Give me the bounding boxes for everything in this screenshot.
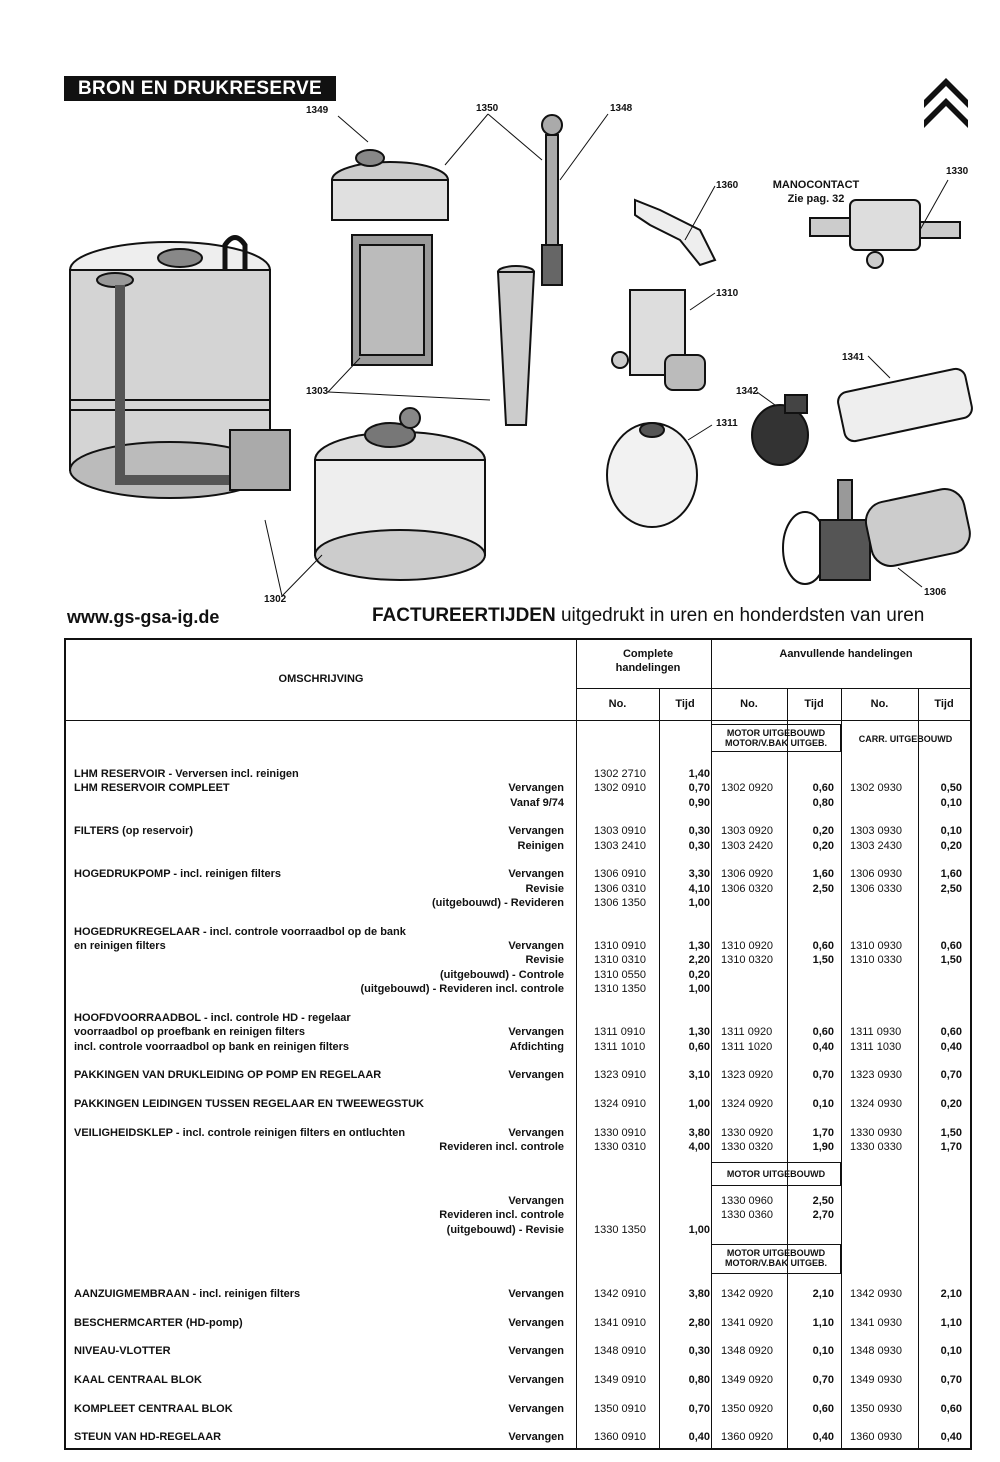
cell-desc: LHM RESERVOIR COMPLEET <box>74 782 230 794</box>
cell-n2: 1330 0320 <box>721 1141 773 1153</box>
cell-t1: 0,80 <box>688 1374 710 1386</box>
cell-t3: 1,50 <box>940 954 962 966</box>
filter-1303-drawing <box>498 266 534 425</box>
cell-n2: 1302 0920 <box>721 782 773 794</box>
cell-n3: 1360 0930 <box>850 1431 902 1443</box>
table-row <box>66 1373 970 1387</box>
cell-n1: 1341 0910 <box>594 1317 646 1329</box>
cell-n2: 1323 0920 <box>721 1069 773 1081</box>
cell-sub: Vervangen <box>508 1431 564 1443</box>
cell-n2: 1348 0920 <box>721 1345 773 1357</box>
cell-desc: STEUN VAN HD-REGELAAR <box>74 1431 222 1443</box>
cell-n2: 1303 2420 <box>721 840 773 852</box>
cell-t1: 3,80 <box>688 1288 710 1300</box>
cell-sub: Revisie <box>525 954 564 966</box>
cell-n3: 1342 0930 <box>850 1288 902 1300</box>
cell-n2: 1330 0360 <box>721 1209 773 1221</box>
table-row <box>66 1402 970 1416</box>
header-complete: Complete handelingen <box>615 648 681 674</box>
cell-t3: 2,10 <box>940 1288 962 1300</box>
cell-t1: 0,70 <box>688 1403 710 1415</box>
cell-t3: 0,60 <box>940 1403 962 1415</box>
table-row <box>66 925 970 939</box>
callout-1306: 1306 <box>924 587 947 598</box>
page-title: BRON EN DRUKRESERVE <box>64 76 336 101</box>
table-row <box>66 1344 970 1358</box>
cell-sub: Vervangen <box>508 825 564 837</box>
cell-t1: 1,30 <box>688 940 710 952</box>
cell-t3: 0,60 <box>940 940 962 952</box>
table-row <box>66 1068 970 1082</box>
cell-t3: 1,70 <box>940 1141 962 1153</box>
membrane-1342-drawing <box>752 395 808 465</box>
table-row <box>66 1025 970 1039</box>
cell-sub: Vervangen <box>508 1345 564 1357</box>
cell-t2: 1,10 <box>812 1317 834 1329</box>
header-rule <box>576 688 970 689</box>
table-row <box>66 824 970 838</box>
cell-t3: 0,20 <box>940 840 962 852</box>
table-row <box>66 1097 970 1111</box>
cell-t3: 0,20 <box>940 1098 962 1110</box>
header-no-3: No. <box>870 698 889 710</box>
cell-n2: 1310 0320 <box>721 954 773 966</box>
cell-t3: 2,50 <box>940 883 962 895</box>
cell-sub: Vervangen <box>508 1195 564 1207</box>
cell-n3: 1330 0330 <box>850 1141 902 1153</box>
cell-desc: KOMPLEET CENTRAAL BLOK <box>74 1403 233 1415</box>
carter-1341-drawing <box>836 367 974 443</box>
cell-sub: Vervangen <box>508 1069 564 1081</box>
group-motor-motorbak-2: MOTOR UITGEBOUWD MOTOR/V.BAK UITGEB. <box>724 1248 827 1268</box>
cell-t1: 2,20 <box>688 954 710 966</box>
callout-1330: 1330 <box>946 166 969 177</box>
cell-t1: 1,00 <box>688 983 710 995</box>
table-row <box>66 1316 970 1330</box>
header-omschrijving: OMSCHRIJVING <box>278 673 364 685</box>
cell-desc: NIVEAU-VLOTTER <box>74 1345 171 1357</box>
cell-n1: 1303 0910 <box>594 825 646 837</box>
cell-n1: 1349 0910 <box>594 1374 646 1386</box>
cell-n1: 1330 0310 <box>594 1141 646 1153</box>
cell-n3: 1302 0930 <box>850 782 902 794</box>
cell-t1: 1,30 <box>688 1026 710 1038</box>
float-1348-drawing <box>542 115 562 285</box>
callout-1302: 1302 <box>264 594 287 605</box>
cell-t1: 0,90 <box>688 797 710 809</box>
cell-n3: 1349 0930 <box>850 1374 902 1386</box>
cell-t3: 0,10 <box>940 1345 962 1357</box>
group-motor: MOTOR UITGEBOUWD <box>726 1169 826 1179</box>
cell-sub: Afdichting <box>509 1041 564 1053</box>
cell-t1: 0,20 <box>688 969 710 981</box>
cell-t2: 0,60 <box>812 782 834 794</box>
cell-sub: (uitgebouwd) - Revideren incl. controle <box>360 983 564 995</box>
cell-desc: LHM RESERVOIR - Verversen incl. reinigen <box>74 768 299 780</box>
cell-n3: 1350 0930 <box>850 1403 902 1415</box>
cell-sub: Revideren incl. controle <box>439 1209 564 1221</box>
table-row <box>66 767 970 781</box>
cell-t2: 0,10 <box>812 1098 834 1110</box>
cell-t2: 0,20 <box>812 840 834 852</box>
cell-t3: 0,70 <box>940 1069 962 1081</box>
callout-1342: 1342 <box>736 386 759 397</box>
cell-t3: 0,70 <box>940 1374 962 1386</box>
table-row <box>66 781 970 795</box>
cell-n3: 1310 0930 <box>850 940 902 952</box>
cell-n2: 1311 1020 <box>721 1041 773 1053</box>
cell-n3: 1303 0930 <box>850 825 902 837</box>
cell-n2: 1330 0960 <box>721 1195 773 1207</box>
cell-n2: 1360 0920 <box>721 1431 773 1443</box>
cell-t1: 0,70 <box>688 782 710 794</box>
table-row <box>66 939 970 953</box>
cell-n1: 1310 0550 <box>594 969 646 981</box>
heading-bold: FACTUREERTIJDEN <box>372 605 556 626</box>
cell-desc: en reinigen filters <box>74 940 166 952</box>
table-row <box>66 1011 970 1025</box>
cell-t2: 0,60 <box>812 940 834 952</box>
accumulator-sphere-drawing <box>607 423 697 527</box>
cell-t1: 1,00 <box>688 1098 710 1110</box>
cell-t3: 1,50 <box>940 1127 962 1139</box>
cell-t1: 4,00 <box>688 1141 710 1153</box>
table-row <box>66 1287 970 1301</box>
cell-sub: Vervangen <box>508 940 564 952</box>
cell-t2: 2,70 <box>812 1209 834 1221</box>
cell-t2: 2,50 <box>812 1195 834 1207</box>
cell-t2: 0,70 <box>812 1374 834 1386</box>
callout-1303: 1303 <box>306 386 329 397</box>
table-row <box>66 1140 970 1154</box>
cell-n1: 1306 0310 <box>594 883 646 895</box>
callout-1310: 1310 <box>716 288 739 299</box>
cell-n3: 1348 0930 <box>850 1345 902 1357</box>
cell-n3: 1306 0330 <box>850 883 902 895</box>
cell-desc: HOGEDRUKPOMP - incl. reinigen filters <box>74 868 281 880</box>
parts-illustration <box>60 100 980 600</box>
cell-sub: (uitgebouwd) - Controle <box>439 969 564 981</box>
cell-t1: 0,40 <box>688 1431 710 1443</box>
table-row <box>66 882 970 896</box>
cell-sub: Vervangen <box>508 1026 564 1038</box>
header-aanvullende: Aanvullende handelingen <box>779 648 913 660</box>
cell-t2: 1,90 <box>812 1141 834 1153</box>
cell-desc: HOGEDRUKREGELAAR - incl. controle voorraadbol op de bank <box>74 926 406 938</box>
cell-t1: 3,80 <box>688 1127 710 1139</box>
cell-n2: 1311 0920 <box>721 1026 773 1038</box>
hd-pump-drawing <box>783 480 974 584</box>
cell-n2: 1324 0920 <box>721 1098 773 1110</box>
cell-n1: 1310 1350 <box>594 983 646 995</box>
cell-t3: 0,40 <box>940 1041 962 1053</box>
cell-t1: 1,00 <box>688 1224 710 1236</box>
cell-t2: 0,60 <box>812 1403 834 1415</box>
cell-n3: 1323 0930 <box>850 1069 902 1081</box>
cell-t3: 1,10 <box>940 1317 962 1329</box>
invoice-times-table <box>64 638 972 1450</box>
table-row <box>66 796 970 810</box>
cell-desc: FILTERS (op reservoir) <box>74 825 193 837</box>
cell-n1: 1311 0910 <box>594 1026 646 1038</box>
cell-t3: 0,60 <box>940 1026 962 1038</box>
table-row <box>66 953 970 967</box>
cell-n2: 1306 0920 <box>721 868 773 880</box>
cell-desc: PAKKINGEN LEIDINGEN TUSSEN REGELAAR EN TWEEWEGSTUK <box>74 1098 424 1110</box>
cell-t3: 0,50 <box>940 782 962 794</box>
cell-n3: 1310 0330 <box>850 954 902 966</box>
cell-t2: 1,50 <box>812 954 834 966</box>
callout-1350: 1350 <box>476 103 499 114</box>
cell-t1: 0,30 <box>688 1345 710 1357</box>
manocontact-title: MANOCONTACT <box>772 179 860 191</box>
callout-1348: 1348 <box>610 103 633 114</box>
cell-sub: Vervangen <box>508 1288 564 1300</box>
filter-central-block-drawing <box>332 150 448 365</box>
lhm-reservoir-drawing <box>70 238 290 499</box>
cell-n1: 1310 0310 <box>594 954 646 966</box>
cell-n3: 1341 0930 <box>850 1317 902 1329</box>
cell-n1: 1360 0910 <box>594 1431 646 1443</box>
cell-n3: 1306 0930 <box>850 868 902 880</box>
table-row <box>66 968 970 982</box>
cell-t1: 4,10 <box>688 883 710 895</box>
callout-1311: 1311 <box>716 418 738 429</box>
filter-assembly-1302-drawing <box>315 408 485 580</box>
cell-n1: 1330 0910 <box>594 1127 646 1139</box>
manocontact-label <box>760 178 872 206</box>
table-row <box>66 896 970 910</box>
cell-sub: Reinigen <box>517 840 564 852</box>
callout-1341: 1341 <box>842 352 865 363</box>
cell-sub: (uitgebouwd) - Revideren <box>432 897 564 909</box>
cell-n3: 1311 1030 <box>850 1041 902 1053</box>
cell-sub: Vervangen <box>508 782 564 794</box>
callout-1349: 1349 <box>306 105 329 116</box>
cell-t2: 2,10 <box>812 1288 834 1300</box>
cell-n1: 1311 1010 <box>594 1041 646 1053</box>
cell-n3: 1311 0930 <box>850 1026 902 1038</box>
cell-desc: voorraadbol op proefbank en reinigen filters <box>74 1026 306 1038</box>
table-row <box>66 1430 970 1444</box>
cell-sub: Vanaf 9/74 <box>510 797 564 809</box>
website-url: www.gs-gsa-ig.de <box>67 607 220 627</box>
cell-n3: 1303 2430 <box>850 840 902 852</box>
header-no-2: No. <box>740 698 758 710</box>
header-no-1: No. <box>608 698 627 710</box>
header-tijd-1: Tijd <box>675 698 695 710</box>
cell-n1: 1323 0910 <box>594 1069 646 1081</box>
table-row <box>66 867 970 881</box>
cell-desc: VEILIGHEIDSKLEP - incl. controle reinigen filters en ontluchten <box>74 1127 406 1139</box>
cell-t3: 1,60 <box>940 868 962 880</box>
cell-n1: 1350 0910 <box>594 1403 646 1415</box>
cell-t2: 0,40 <box>812 1041 834 1053</box>
cell-sub: Vervangen <box>508 868 564 880</box>
header-rule <box>66 720 970 721</box>
table-row <box>66 982 970 996</box>
cell-sub: Vervangen <box>508 1403 564 1415</box>
cell-n1: 1348 0910 <box>594 1345 646 1357</box>
cell-sub: Revisie <box>525 883 564 895</box>
cell-n1: 1306 0910 <box>594 868 646 880</box>
table-row <box>66 1223 970 1237</box>
cell-desc: KAAL CENTRAAL BLOK <box>74 1374 202 1386</box>
cell-t1: 2,80 <box>688 1317 710 1329</box>
cell-t2: 2,50 <box>812 883 834 895</box>
header-tijd-3: Tijd <box>934 698 954 710</box>
callout-1360: 1360 <box>716 180 739 191</box>
cell-n1: 1324 0910 <box>594 1098 646 1110</box>
cell-n2: 1350 0920 <box>721 1403 773 1415</box>
cell-desc: PAKKINGEN VAN DRUKLEIDING OP POMP EN REGELAAR <box>74 1069 382 1081</box>
cell-desc: AANZUIGMEMBRAAN - incl. reinigen filters <box>74 1288 301 1300</box>
cell-sub: (uitgebouwd) - Revisie <box>446 1224 564 1236</box>
cell-t1: 1,00 <box>688 897 710 909</box>
table-row <box>66 1194 970 1208</box>
cell-n1: 1342 0910 <box>594 1288 646 1300</box>
cell-n3: 1330 0930 <box>850 1127 902 1139</box>
cell-n1: 1306 1350 <box>594 897 646 909</box>
cell-desc: incl. controle voorraadbol op bank en reinigen filters <box>74 1041 350 1053</box>
cell-t1: 0,30 <box>688 825 710 837</box>
cell-n2: 1342 0920 <box>721 1288 773 1300</box>
cell-t3: 0,10 <box>940 797 962 809</box>
cell-n1: 1303 2410 <box>594 840 646 852</box>
heading-rest: uitgedrukt in uren en honderdsten van uren <box>555 605 925 626</box>
header-tijd-2: Tijd <box>804 698 824 710</box>
pressure-regulator-drawing <box>612 200 715 390</box>
cell-t1: 1,40 <box>688 768 710 780</box>
cell-t1: 3,10 <box>688 1069 710 1081</box>
cell-t3: 0,10 <box>940 825 962 837</box>
cell-t1: 0,30 <box>688 840 710 852</box>
table-row <box>66 839 970 853</box>
cell-n1: 1310 0910 <box>594 940 646 952</box>
table-row <box>66 1040 970 1054</box>
cell-desc: HOOFDVOORRAADBOL - incl. controle HD - regelaar <box>74 1012 351 1024</box>
cell-n2: 1349 0920 <box>721 1374 773 1386</box>
cell-t2: 1,70 <box>812 1127 834 1139</box>
cell-t2: 0,20 <box>812 825 834 837</box>
cell-n2: 1303 0920 <box>721 825 773 837</box>
cell-n2: 1310 0920 <box>721 940 773 952</box>
cell-t2: 0,10 <box>812 1345 834 1357</box>
group-carr: CARR. UITGEBOUWD <box>858 734 953 744</box>
manocontact-drawing <box>810 200 960 268</box>
table-row <box>66 1126 970 1140</box>
table-row <box>66 1208 970 1222</box>
table-heading <box>372 605 924 627</box>
cell-desc: BESCHERMCARTER (HD-pomp) <box>74 1317 243 1329</box>
cell-t2: 0,80 <box>812 797 834 809</box>
cell-t2: 0,40 <box>812 1431 834 1443</box>
group-motor-motorbak: MOTOR UITGEBOUWD MOTOR/V.BAK UITGEB. <box>724 728 827 748</box>
cell-n2: 1330 0920 <box>721 1127 773 1139</box>
cell-t2: 0,60 <box>812 1026 834 1038</box>
cell-n2: 1341 0920 <box>721 1317 773 1329</box>
cell-t2: 0,70 <box>812 1069 834 1081</box>
cell-sub: Vervangen <box>508 1374 564 1386</box>
cell-t1: 0,60 <box>688 1041 710 1053</box>
cell-sub: Vervangen <box>508 1127 564 1139</box>
manocontact-page-ref: Zie pag. 32 <box>787 193 845 205</box>
cell-sub: Revideren incl. controle <box>439 1141 564 1153</box>
cell-n1: 1330 1350 <box>594 1224 646 1236</box>
cell-t2: 1,60 <box>812 868 834 880</box>
cell-n1: 1302 0910 <box>594 782 646 794</box>
cell-t1: 3,30 <box>688 868 710 880</box>
cell-t3: 0,40 <box>940 1431 962 1443</box>
cell-sub: Vervangen <box>508 1317 564 1329</box>
cell-n1: 1302 2710 <box>594 768 646 780</box>
cell-n3: 1324 0930 <box>850 1098 902 1110</box>
cell-n2: 1306 0320 <box>721 883 773 895</box>
